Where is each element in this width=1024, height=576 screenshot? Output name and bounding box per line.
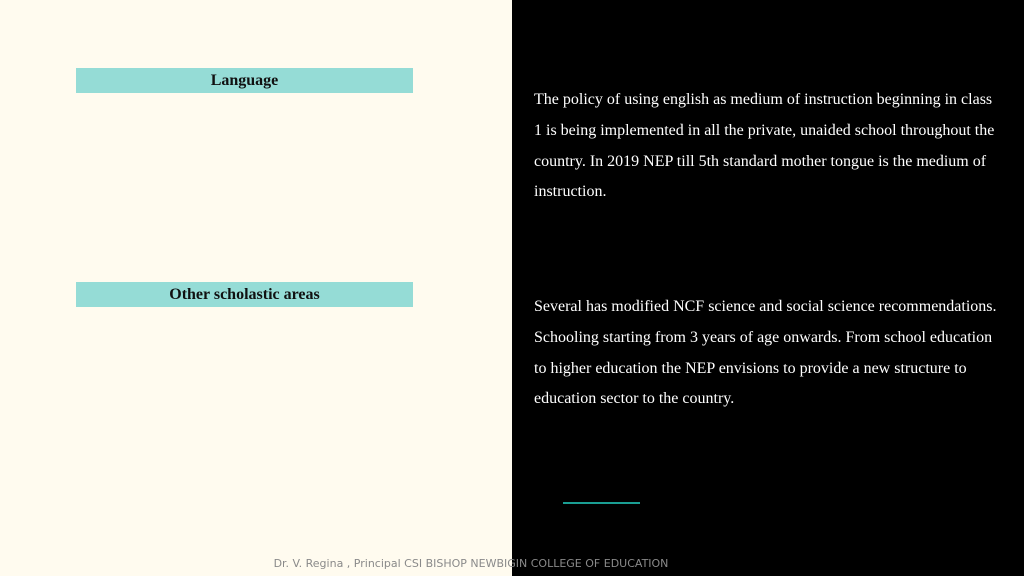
heading-language: Language (76, 68, 413, 93)
scholastic-body-text: Several has modified NCF science and social science recommendations. Schooling starting from 3 years of age onwards. From school education to higher education the NEP envisions to provide a new structure to education sector to the country. (534, 298, 997, 408)
heading-other-scholastic-areas: Other scholastic areas (76, 282, 413, 307)
footer-credit: Dr. V. Regina , Principal CSI BISHOP NEWBIGIN COLLEGE OF EDUCATION (273, 557, 669, 570)
language-body-text: The policy of using english as medium of instruction beginning in class 1 is being implemented in all the private, unaided school throughout the country. In 2019 NEP till 5th standard mother tongue is the medium of instruction. (534, 91, 995, 201)
accent-divider-line (563, 502, 640, 504)
